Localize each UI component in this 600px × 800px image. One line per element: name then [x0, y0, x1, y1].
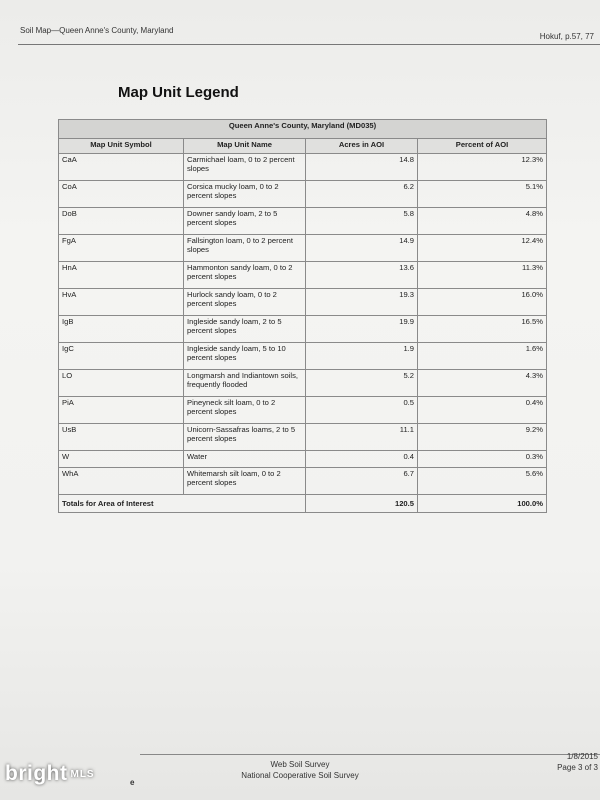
map-unit-name: Pineyneck silt loam, 0 to 2 percent slopes — [184, 397, 306, 424]
map-unit-name: Carmichael loam, 0 to 2 percent slopes — [184, 154, 306, 181]
footer-date: 1/8/2015 — [566, 752, 598, 761]
acres-value: 14.8 — [306, 154, 418, 181]
map-unit-name: Longmarsh and Indiantown soils, frequently flooded — [184, 370, 306, 397]
map-unit-symbol: DoB — [59, 208, 184, 235]
map-unit-name: Unicorn-Sassafras loams, 2 to 5 percent slopes — [184, 424, 306, 451]
map-unit-name: Hurlock sandy loam, 0 to 2 percent slopes — [184, 289, 306, 316]
header-right: Hokuf, p.57, 77 — [539, 32, 594, 41]
acres-value: 5.8 — [306, 208, 418, 235]
percent-value: 5.1% — [418, 181, 547, 208]
acres-value: 6.2 — [306, 181, 418, 208]
table-row — [59, 451, 547, 468]
acres-value: 6.7 — [306, 468, 418, 495]
table-row — [59, 262, 547, 289]
map-unit-name: Hammonton sandy loam, 0 to 2 percent slopes — [184, 262, 306, 289]
map-unit-symbol: W — [59, 451, 184, 468]
percent-value: 4.8% — [418, 208, 547, 235]
map-unit-name: Corsica mucky loam, 0 to 2 percent slopes — [184, 181, 306, 208]
acres-value: 1.9 — [306, 343, 418, 370]
map-unit-legend-table — [58, 119, 547, 513]
footer-page-number: Page 3 of 3 — [557, 763, 598, 772]
map-unit-name: Whitemarsh silt loam, 0 to 2 percent slopes — [184, 468, 306, 495]
map-unit-symbol: WhA — [59, 468, 184, 495]
acres-value: 14.9 — [306, 235, 418, 262]
footer-cooperative-survey: National Cooperative Soil Survey — [241, 771, 359, 780]
header-left: Soil Map—Queen Anne's County, Maryland — [20, 26, 174, 35]
map-unit-name: Fallsington loam, 0 to 2 percent slopes — [184, 235, 306, 262]
totals-row — [59, 495, 547, 513]
table-row — [59, 468, 547, 495]
map-unit-symbol: IgB — [59, 316, 184, 343]
percent-value: 1.6% — [418, 343, 547, 370]
table-row — [59, 370, 547, 397]
percent-value: 5.6% — [418, 468, 547, 495]
county-header: Queen Anne's County, Maryland (MD035) — [59, 120, 547, 139]
table-row — [59, 424, 547, 451]
table-row — [59, 316, 547, 343]
acres-value: 0.5 — [306, 397, 418, 424]
percent-value: 16.5% — [418, 316, 547, 343]
table-row — [59, 154, 547, 181]
footer-web-soil-survey: Web Soil Survey — [270, 760, 330, 769]
column-header-name: Map Unit Name — [184, 139, 306, 154]
footer-truncated-text: e — [130, 778, 135, 787]
map-unit-name: Ingleside sandy loam, 2 to 5 percent slopes — [184, 316, 306, 343]
percent-value: 11.3% — [418, 262, 547, 289]
acres-value: 19.3 — [306, 289, 418, 316]
totals-percent: 100.0% — [418, 495, 547, 513]
percent-value: 9.2% — [418, 424, 547, 451]
totals-label: Totals for Area of Interest — [59, 495, 306, 513]
page-title: Map Unit Legend — [118, 84, 239, 101]
column-header-acres: Acres in AOI — [306, 139, 418, 154]
percent-value: 16.0% — [418, 289, 547, 316]
table-row — [59, 397, 547, 424]
footer-rule — [140, 754, 600, 755]
percent-value: 12.4% — [418, 235, 547, 262]
column-header-symbol: Map Unit Symbol — [59, 139, 184, 154]
table-row — [59, 289, 547, 316]
percent-value: 12.3% — [418, 154, 547, 181]
map-unit-symbol: CaA — [59, 154, 184, 181]
watermark-brand: bright — [5, 762, 68, 785]
map-unit-symbol: HnA — [59, 262, 184, 289]
map-unit-symbol: CoA — [59, 181, 184, 208]
bright-mls-watermark — [5, 762, 95, 786]
totals-acres: 120.5 — [306, 495, 418, 513]
map-unit-symbol: HvA — [59, 289, 184, 316]
map-unit-name: Downer sandy loam, 2 to 5 percent slopes — [184, 208, 306, 235]
percent-value: 4.3% — [418, 370, 547, 397]
acres-value: 0.4 — [306, 451, 418, 468]
percent-value: 0.3% — [418, 451, 547, 468]
table-row — [59, 235, 547, 262]
map-unit-name: Ingleside sandy loam, 5 to 10 percent slopes — [184, 343, 306, 370]
map-unit-symbol: UsB — [59, 424, 184, 451]
acres-value: 13.6 — [306, 262, 418, 289]
table-row — [59, 343, 547, 370]
acres-value: 19.9 — [306, 316, 418, 343]
map-unit-symbol: FgA — [59, 235, 184, 262]
acres-value: 5.2 — [306, 370, 418, 397]
map-unit-symbol: PiA — [59, 397, 184, 424]
map-unit-name: Water — [184, 451, 306, 468]
header-rule — [18, 44, 600, 45]
watermark-suffix: MLS — [70, 768, 95, 780]
table-row — [59, 181, 547, 208]
table-row — [59, 208, 547, 235]
percent-value: 0.4% — [418, 397, 547, 424]
acres-value: 11.1 — [306, 424, 418, 451]
column-header-percent: Percent of AOI — [418, 139, 547, 154]
map-unit-symbol: IgC — [59, 343, 184, 370]
map-unit-symbol: LO — [59, 370, 184, 397]
